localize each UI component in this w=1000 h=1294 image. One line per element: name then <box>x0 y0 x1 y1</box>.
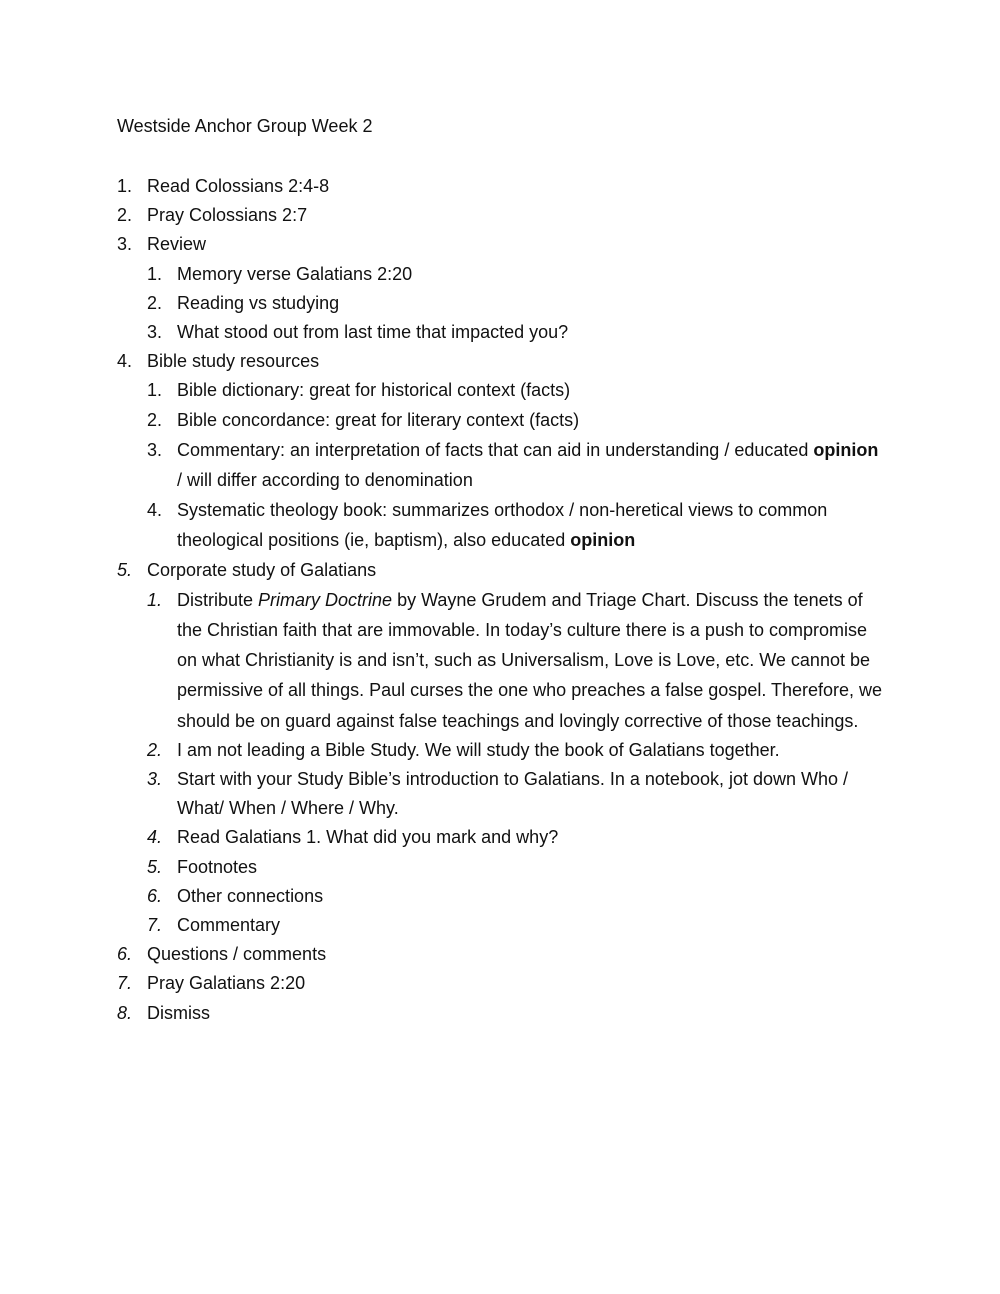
list-text: Read Galatians 1. What did you mark and why? <box>177 827 559 848</box>
list-text: Questions / comments <box>147 944 327 965</box>
list-number: 5. <box>147 856 163 877</box>
list-number: 3. <box>147 439 163 460</box>
list-number: 1. <box>117 176 133 196</box>
list-item <box>117 201 907 230</box>
sub-list-item <box>147 376 907 405</box>
list-text: Bible study resources <box>147 351 320 372</box>
list-number: 6. <box>147 885 163 906</box>
sub-list-item <box>147 736 907 765</box>
text-segment: / will differ according to denomination <box>177 470 473 491</box>
list-text: Footnotes <box>177 856 258 877</box>
sub-list-item <box>147 823 907 852</box>
text-segment: Distribute <box>177 589 259 610</box>
sub-list-item <box>147 911 907 940</box>
list-number: 8. <box>117 1002 133 1023</box>
list-number: 5. <box>117 559 133 580</box>
sub-list-item <box>147 260 907 289</box>
list-number: 2. <box>147 292 163 313</box>
list-text: Pray Galatians 2:20 <box>147 973 306 994</box>
list-text: Dismiss <box>147 1002 210 1023</box>
list-text: Corporate study of Galatians <box>147 559 377 580</box>
document-title: Westside Anchor Group Week 2 <box>117 116 373 136</box>
list-text: Reading vs studying <box>177 292 340 313</box>
sub-list-item <box>147 765 907 823</box>
sub-list-item <box>147 882 907 911</box>
list-item <box>117 347 907 376</box>
list-number: 3. <box>147 322 163 343</box>
sub-list-review <box>117 260 907 348</box>
agenda-list <box>117 172 907 1028</box>
list-number: 7. <box>117 973 133 994</box>
sub-list-item <box>147 495 907 555</box>
list-text: Memory verse Galatians 2:20 <box>177 263 413 284</box>
list-number: 3. <box>117 234 133 255</box>
list-item <box>117 999 907 1028</box>
list-number: 1. <box>147 589 163 610</box>
list-text: Start with your Study Bible’s introduction to Galatians. In a notebook, jot down Who / What/ When / Where / Why. <box>177 769 849 819</box>
list-number: 6. <box>117 944 133 965</box>
list-number: 1. <box>147 380 163 401</box>
list-item <box>117 969 907 998</box>
list-number: 4. <box>147 827 163 848</box>
list-text: Pray Colossians 2:7 <box>147 205 308 226</box>
bold-emphasis: opinion <box>813 439 879 460</box>
list-item <box>117 172 907 201</box>
sub-list-item <box>147 435 907 495</box>
sub-list-item <box>147 318 907 347</box>
italic-book-title: Primary Doctrine <box>258 589 393 610</box>
list-text <box>177 435 887 495</box>
sub-list-galatians <box>117 585 907 940</box>
text-segment: by Wayne Grudem and Triage Chart. Discuss the tenets of the Christian faith that are immovable. In today’s culture there is a push to compromise on what Christianity is and isn’t, such as Universalism, Love is Love, etc. We cannot be permissive of all things. Paul curses the one who preaches a false gospel. Therefore, we should be on guard against false teachings and lovingly corrective of those teachings. <box>177 589 883 731</box>
list-number: 2. <box>117 205 133 226</box>
sub-list-item <box>147 289 907 318</box>
list-item <box>117 556 907 585</box>
list-text: What stood out from last time that impacted you? <box>177 322 569 343</box>
list-text: I am not leading a Bible Study. We will study the book of Galatians together. <box>177 739 780 760</box>
list-text: Other connections <box>177 885 324 906</box>
list-item <box>117 230 907 259</box>
list-number: 1. <box>147 263 163 284</box>
sub-list-item <box>147 406 907 435</box>
text-segment: Systematic theology book: summarizes orthodox / non-heretical views to common theological positions (ie, baptism), also educated <box>177 500 828 551</box>
sub-list-item <box>147 585 907 736</box>
text-segment: Commentary: an interpretation of facts that can aid in understanding / educated <box>177 439 814 460</box>
sub-list-item <box>147 853 907 882</box>
list-number: 4. <box>117 351 133 372</box>
list-number: 2. <box>147 739 163 760</box>
sub-list-resources <box>117 376 907 555</box>
list-text <box>177 495 887 555</box>
list-item <box>117 940 907 969</box>
list-text: Read Colossians 2:4-8 <box>147 176 330 196</box>
list-text: Bible concordance: great for literary context (facts) <box>177 409 580 430</box>
list-number: 7. <box>147 915 163 936</box>
list-text: Review <box>147 234 207 255</box>
list-number: 4. <box>147 500 163 521</box>
list-number: 3. <box>147 769 163 790</box>
bold-emphasis: opinion <box>570 530 636 551</box>
list-text: Bible dictionary: great for historical context (facts) <box>177 380 571 401</box>
list-number: 2. <box>147 409 163 430</box>
list-text: Commentary <box>177 915 281 936</box>
list-text <box>177 585 887 736</box>
